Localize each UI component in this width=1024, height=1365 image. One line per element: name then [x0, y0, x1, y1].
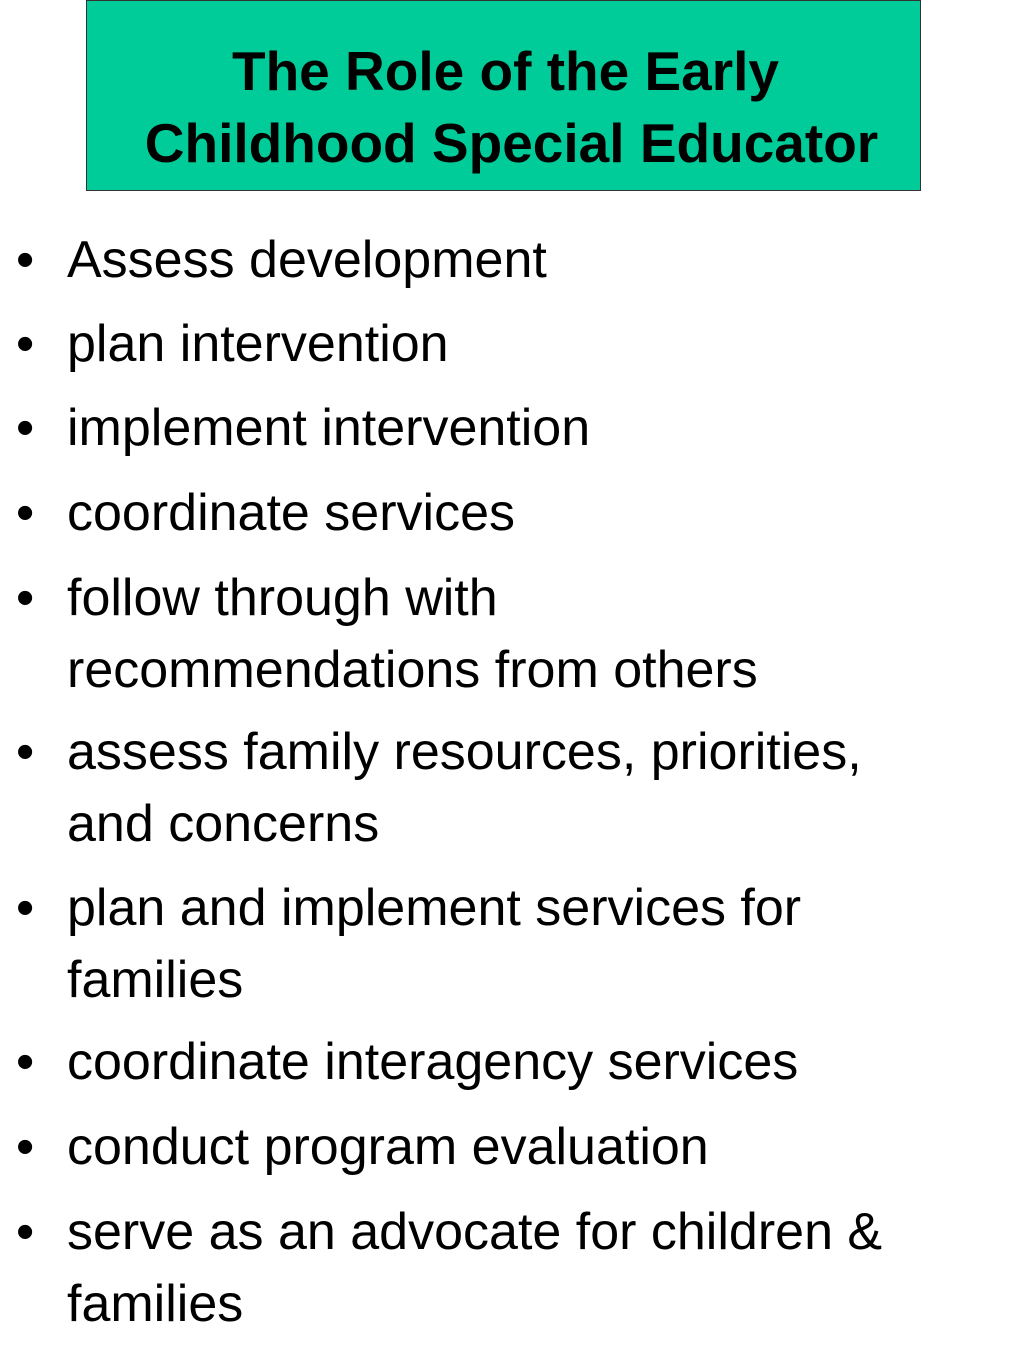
bullet-text: conduct program evaluation — [67, 1118, 709, 1176]
bullet-icon: • — [16, 399, 35, 457]
bullet-text: serve as an advocate for children & — [67, 1203, 883, 1261]
bullet-icon: • — [16, 569, 35, 627]
bullet-text: Assess development — [67, 231, 547, 289]
bullet-icon: • — [16, 1118, 35, 1176]
bullet-icon: • — [16, 723, 35, 781]
bullet-text: plan and implement services for — [67, 879, 802, 937]
bullet-text-continuation: families — [67, 1275, 244, 1333]
title-box — [86, 0, 921, 191]
bullet-text-continuation: recommendations from others — [67, 641, 758, 699]
bullet-text: coordinate interagency services — [67, 1033, 799, 1091]
bullet-text: coordinate services — [67, 484, 515, 542]
bullet-text-continuation: and concerns — [67, 795, 380, 853]
bullet-icon: • — [16, 1203, 35, 1261]
bullet-text: follow through with — [67, 569, 498, 627]
bullet-text: plan intervention — [67, 315, 449, 373]
bullet-text: assess family resources, priorities, — [67, 723, 862, 781]
bullet-text-continuation: families — [67, 951, 244, 1009]
bullet-icon: • — [16, 231, 35, 289]
bullet-icon: • — [16, 1033, 35, 1091]
bullet-text: implement intervention — [67, 399, 591, 457]
bullet-icon: • — [16, 879, 35, 937]
slide-title-line-2: Childhood Special Educator — [144, 112, 879, 174]
slide-title-line-1: The Role of the Early — [231, 40, 780, 102]
bullet-icon: • — [16, 315, 35, 373]
bullet-icon: • — [16, 484, 35, 542]
